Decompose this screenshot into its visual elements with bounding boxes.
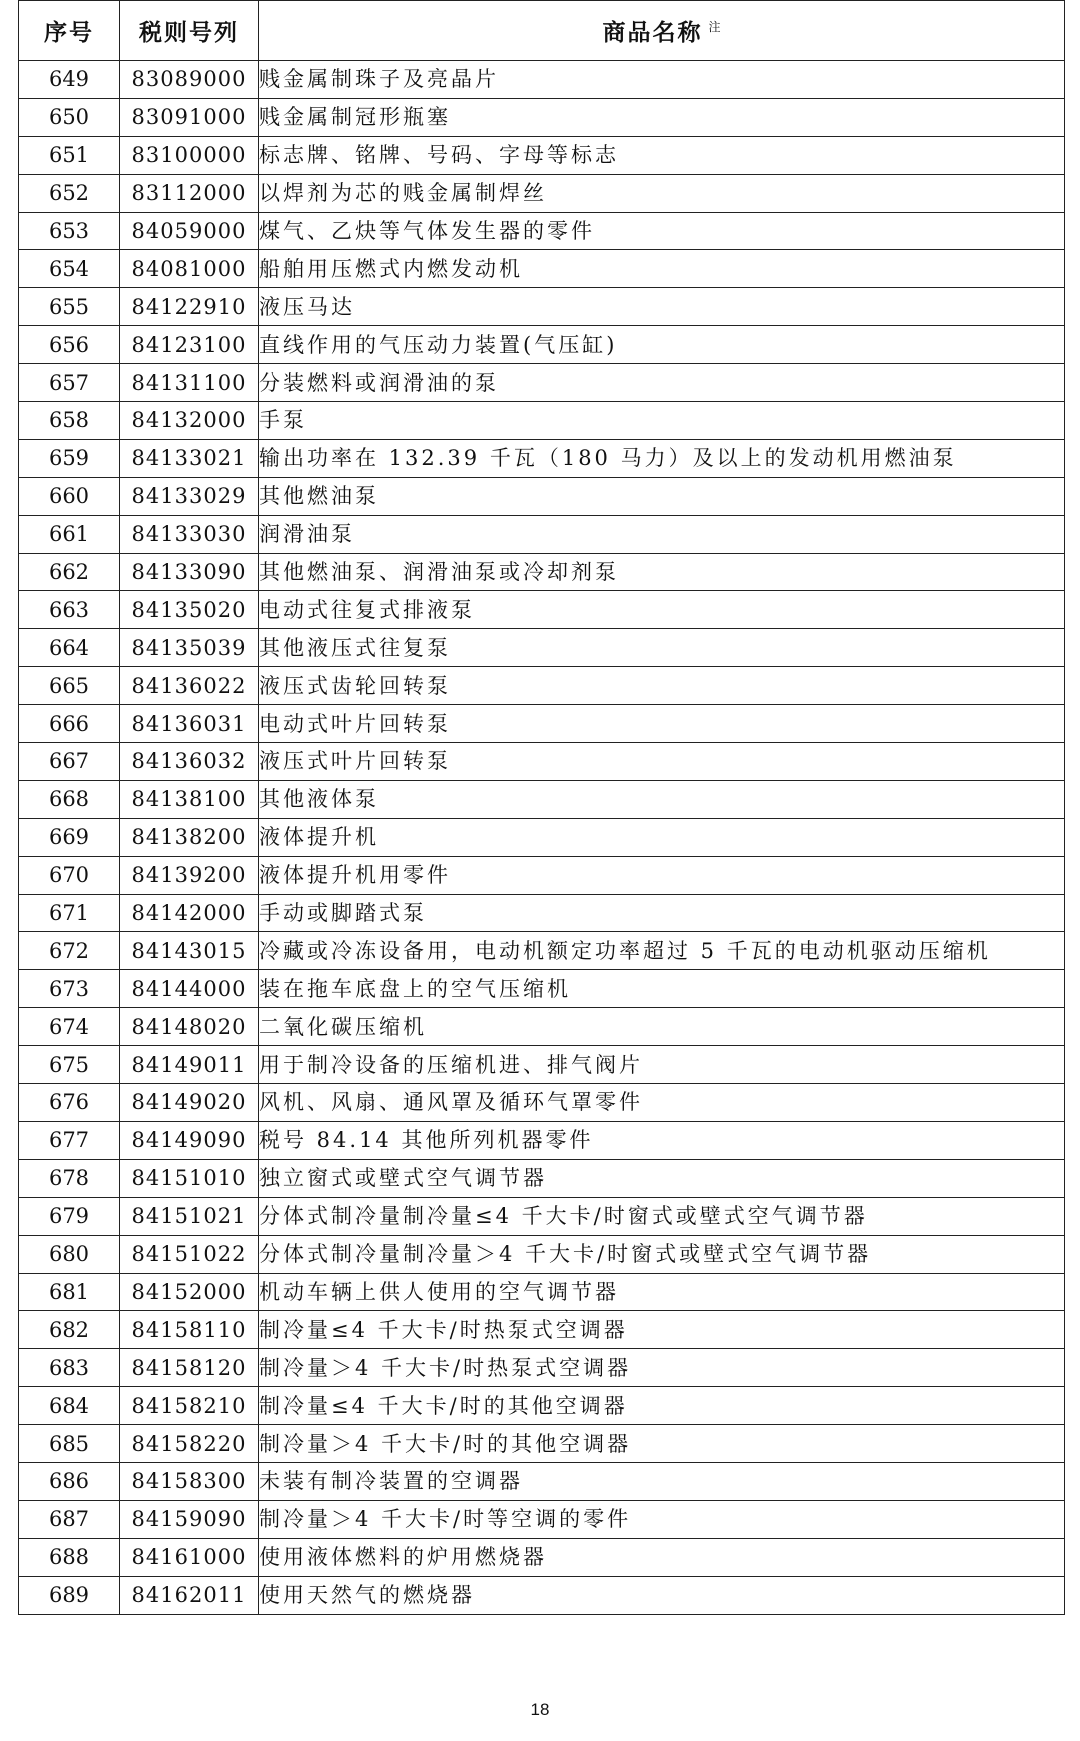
name-cell: 其他燃油泵、润滑油泵或冷却剂泵 [259, 553, 1065, 591]
name-cell: 机动车辆上供人使用的空气调节器 [259, 1273, 1065, 1311]
table-row [19, 477, 1065, 515]
code-cell: 84122910 [120, 288, 259, 326]
name-cell: 液压式叶片回转泵 [259, 743, 1065, 781]
name-cell: 直线作用的气压动力装置(气压缸) [259, 326, 1065, 364]
seq-cell: 681 [19, 1273, 120, 1311]
table-row [19, 326, 1065, 364]
code-cell: 84135020 [120, 591, 259, 629]
code-cell: 84161000 [120, 1538, 259, 1576]
seq-cell: 682 [19, 1311, 120, 1349]
code-cell: 84138200 [120, 818, 259, 856]
table-row [19, 1084, 1065, 1122]
table-row [19, 932, 1065, 970]
seq-cell: 650 [19, 98, 120, 136]
name-cell: 其他液压式往复泵 [259, 629, 1065, 667]
code-cell: 84151022 [120, 1235, 259, 1273]
table-row [19, 212, 1065, 250]
seq-cell: 679 [19, 1197, 120, 1235]
code-cell: 84136031 [120, 705, 259, 743]
code-cell: 83112000 [120, 174, 259, 212]
name-cell: 输出功率在 132.39 千瓦（180 马力）及以上的发动机用燃油泵 [259, 439, 1065, 477]
seq-cell: 685 [19, 1425, 120, 1463]
code-cell: 84159090 [120, 1500, 259, 1538]
code-cell: 84059000 [120, 212, 259, 250]
table-row [19, 1046, 1065, 1084]
code-cell: 84136032 [120, 743, 259, 781]
code-cell: 84081000 [120, 250, 259, 288]
table-row [19, 1576, 1065, 1614]
code-cell: 84158220 [120, 1425, 259, 1463]
table-row [19, 629, 1065, 667]
table-row [19, 1538, 1065, 1576]
code-cell: 84158210 [120, 1387, 259, 1425]
code-cell: 84131100 [120, 364, 259, 402]
seq-cell: 656 [19, 326, 120, 364]
code-cell: 84151021 [120, 1197, 259, 1235]
table-row [19, 705, 1065, 743]
table-row [19, 1159, 1065, 1197]
table-row [19, 1425, 1065, 1463]
code-cell: 84152000 [120, 1273, 259, 1311]
table-row [19, 364, 1065, 402]
table-row [19, 856, 1065, 894]
code-cell: 84151010 [120, 1159, 259, 1197]
table-row [19, 894, 1065, 932]
table-row [19, 1311, 1065, 1349]
table-row [19, 174, 1065, 212]
header-name [259, 1, 1065, 61]
code-cell: 84138100 [120, 780, 259, 818]
seq-cell: 683 [19, 1349, 120, 1387]
code-cell: 84133029 [120, 477, 259, 515]
seq-cell: 666 [19, 705, 120, 743]
seq-cell: 663 [19, 591, 120, 629]
name-cell: 其他液体泵 [259, 780, 1065, 818]
code-cell: 84148020 [120, 1008, 259, 1046]
code-cell: 84123100 [120, 326, 259, 364]
name-cell: 用于制冷设备的压缩机进、排气阀片 [259, 1046, 1065, 1084]
header-row [19, 1, 1065, 61]
code-cell: 84162011 [120, 1576, 259, 1614]
seq-cell: 649 [19, 61, 120, 99]
name-cell: 贱金属制珠子及亮晶片 [259, 61, 1065, 99]
name-cell: 制冷量＞4 千大卡/时等空调的零件 [259, 1500, 1065, 1538]
seq-cell: 661 [19, 515, 120, 553]
seq-cell: 653 [19, 212, 120, 250]
seq-cell: 657 [19, 364, 120, 402]
name-cell: 液压式齿轮回转泵 [259, 667, 1065, 705]
name-cell: 独立窗式或壁式空气调节器 [259, 1159, 1065, 1197]
seq-cell: 669 [19, 818, 120, 856]
code-cell: 84149090 [120, 1121, 259, 1159]
seq-cell: 670 [19, 856, 120, 894]
code-cell: 83089000 [120, 61, 259, 99]
table-row [19, 1500, 1065, 1538]
code-cell: 84144000 [120, 970, 259, 1008]
seq-cell: 664 [19, 629, 120, 667]
seq-cell: 673 [19, 970, 120, 1008]
code-cell: 84136022 [120, 667, 259, 705]
code-cell: 84139200 [120, 856, 259, 894]
table-row [19, 1235, 1065, 1273]
seq-cell: 651 [19, 136, 120, 174]
code-cell: 84158300 [120, 1462, 259, 1500]
table-row [19, 98, 1065, 136]
seq-cell: 688 [19, 1538, 120, 1576]
table-row [19, 288, 1065, 326]
table-row [19, 1462, 1065, 1500]
seq-cell: 676 [19, 1084, 120, 1122]
name-cell: 风机、风扇、通风罩及循环气罩零件 [259, 1084, 1065, 1122]
seq-cell: 668 [19, 780, 120, 818]
table-row [19, 553, 1065, 591]
name-cell: 标志牌、铭牌、号码、字母等标志 [259, 136, 1065, 174]
seq-cell: 672 [19, 932, 120, 970]
name-cell: 液压马达 [259, 288, 1065, 326]
header-name-note: 注 [708, 20, 721, 35]
table-row [19, 1273, 1065, 1311]
name-cell: 使用液体燃料的炉用燃烧器 [259, 1538, 1065, 1576]
tariff-table [18, 0, 1065, 1615]
seq-cell: 671 [19, 894, 120, 932]
header-code: 税则号列 [120, 1, 259, 61]
name-cell: 分体式制冷量制冷量＞4 千大卡/时窗式或壁式空气调节器 [259, 1235, 1065, 1273]
name-cell: 冷藏或冷冻设备用，电动机额定功率超过 5 千瓦的电动机驱动压缩机 [259, 932, 1065, 970]
table-row [19, 250, 1065, 288]
name-cell: 二氧化碳压缩机 [259, 1008, 1065, 1046]
name-cell: 电动式往复式排液泵 [259, 591, 1065, 629]
code-cell: 83100000 [120, 136, 259, 174]
table-row [19, 1349, 1065, 1387]
name-cell: 润滑油泵 [259, 515, 1065, 553]
seq-cell: 667 [19, 743, 120, 781]
table-row [19, 136, 1065, 174]
seq-cell: 652 [19, 174, 120, 212]
seq-cell: 684 [19, 1387, 120, 1425]
seq-cell: 674 [19, 1008, 120, 1046]
table-row [19, 1197, 1065, 1235]
name-cell: 煤气、乙炔等气体发生器的零件 [259, 212, 1065, 250]
code-cell: 84158120 [120, 1349, 259, 1387]
name-cell: 装在拖车底盘上的空气压缩机 [259, 970, 1065, 1008]
table-row [19, 743, 1065, 781]
code-cell: 84158110 [120, 1311, 259, 1349]
name-cell: 以焊剂为芯的贱金属制焊丝 [259, 174, 1065, 212]
name-cell: 电动式叶片回转泵 [259, 705, 1065, 743]
code-cell: 84133090 [120, 553, 259, 591]
table-row [19, 970, 1065, 1008]
seq-cell: 675 [19, 1046, 120, 1084]
table-row [19, 1121, 1065, 1159]
table-row [19, 1387, 1065, 1425]
table-row [19, 780, 1065, 818]
name-cell: 船舶用压燃式内燃发动机 [259, 250, 1065, 288]
header-name-label: 商品名称 [602, 20, 703, 46]
page-number: 18 [530, 1700, 550, 1719]
name-cell: 制冷量≤4 千大卡/时的其他空调器 [259, 1387, 1065, 1425]
seq-cell: 687 [19, 1500, 120, 1538]
seq-cell: 677 [19, 1121, 120, 1159]
name-cell: 未装有制冷装置的空调器 [259, 1462, 1065, 1500]
header-seq: 序号 [19, 1, 120, 61]
table-row [19, 402, 1065, 440]
seq-cell: 686 [19, 1462, 120, 1500]
code-cell: 84133030 [120, 515, 259, 553]
table-row [19, 439, 1065, 477]
seq-cell: 678 [19, 1159, 120, 1197]
name-cell: 分体式制冷量制冷量≤4 千大卡/时窗式或壁式空气调节器 [259, 1197, 1065, 1235]
name-cell: 手泵 [259, 402, 1065, 440]
code-cell: 84132000 [120, 402, 259, 440]
seq-cell: 658 [19, 402, 120, 440]
code-cell: 84143015 [120, 932, 259, 970]
table-header [19, 1, 1065, 61]
name-cell: 制冷量＞4 千大卡/时热泵式空调器 [259, 1349, 1065, 1387]
name-cell: 手动或脚踏式泵 [259, 894, 1065, 932]
table-row [19, 1008, 1065, 1046]
name-cell: 税号 84.14 其他所列机器零件 [259, 1121, 1065, 1159]
name-cell: 制冷量＞4 千大卡/时的其他空调器 [259, 1425, 1065, 1463]
name-cell: 贱金属制冠形瓶塞 [259, 98, 1065, 136]
code-cell: 84142000 [120, 894, 259, 932]
table-row [19, 591, 1065, 629]
code-cell: 84133021 [120, 439, 259, 477]
name-cell: 分装燃料或润滑油的泵 [259, 364, 1065, 402]
table-row [19, 515, 1065, 553]
name-cell: 液体提升机用零件 [259, 856, 1065, 894]
seq-cell: 654 [19, 250, 120, 288]
code-cell: 84135039 [120, 629, 259, 667]
name-cell: 使用天然气的燃烧器 [259, 1576, 1065, 1614]
name-cell: 其他燃油泵 [259, 477, 1065, 515]
code-cell: 83091000 [120, 98, 259, 136]
table-body [19, 61, 1065, 1615]
table-row [19, 667, 1065, 705]
table-row [19, 61, 1065, 99]
seq-cell: 655 [19, 288, 120, 326]
table-row [19, 818, 1065, 856]
seq-cell: 680 [19, 1235, 120, 1273]
name-cell: 液体提升机 [259, 818, 1065, 856]
seq-cell: 662 [19, 553, 120, 591]
seq-cell: 660 [19, 477, 120, 515]
seq-cell: 689 [19, 1576, 120, 1614]
name-cell: 制冷量≤4 千大卡/时热泵式空调器 [259, 1311, 1065, 1349]
code-cell: 84149020 [120, 1084, 259, 1122]
code-cell: 84149011 [120, 1046, 259, 1084]
seq-cell: 665 [19, 667, 120, 705]
seq-cell: 659 [19, 439, 120, 477]
